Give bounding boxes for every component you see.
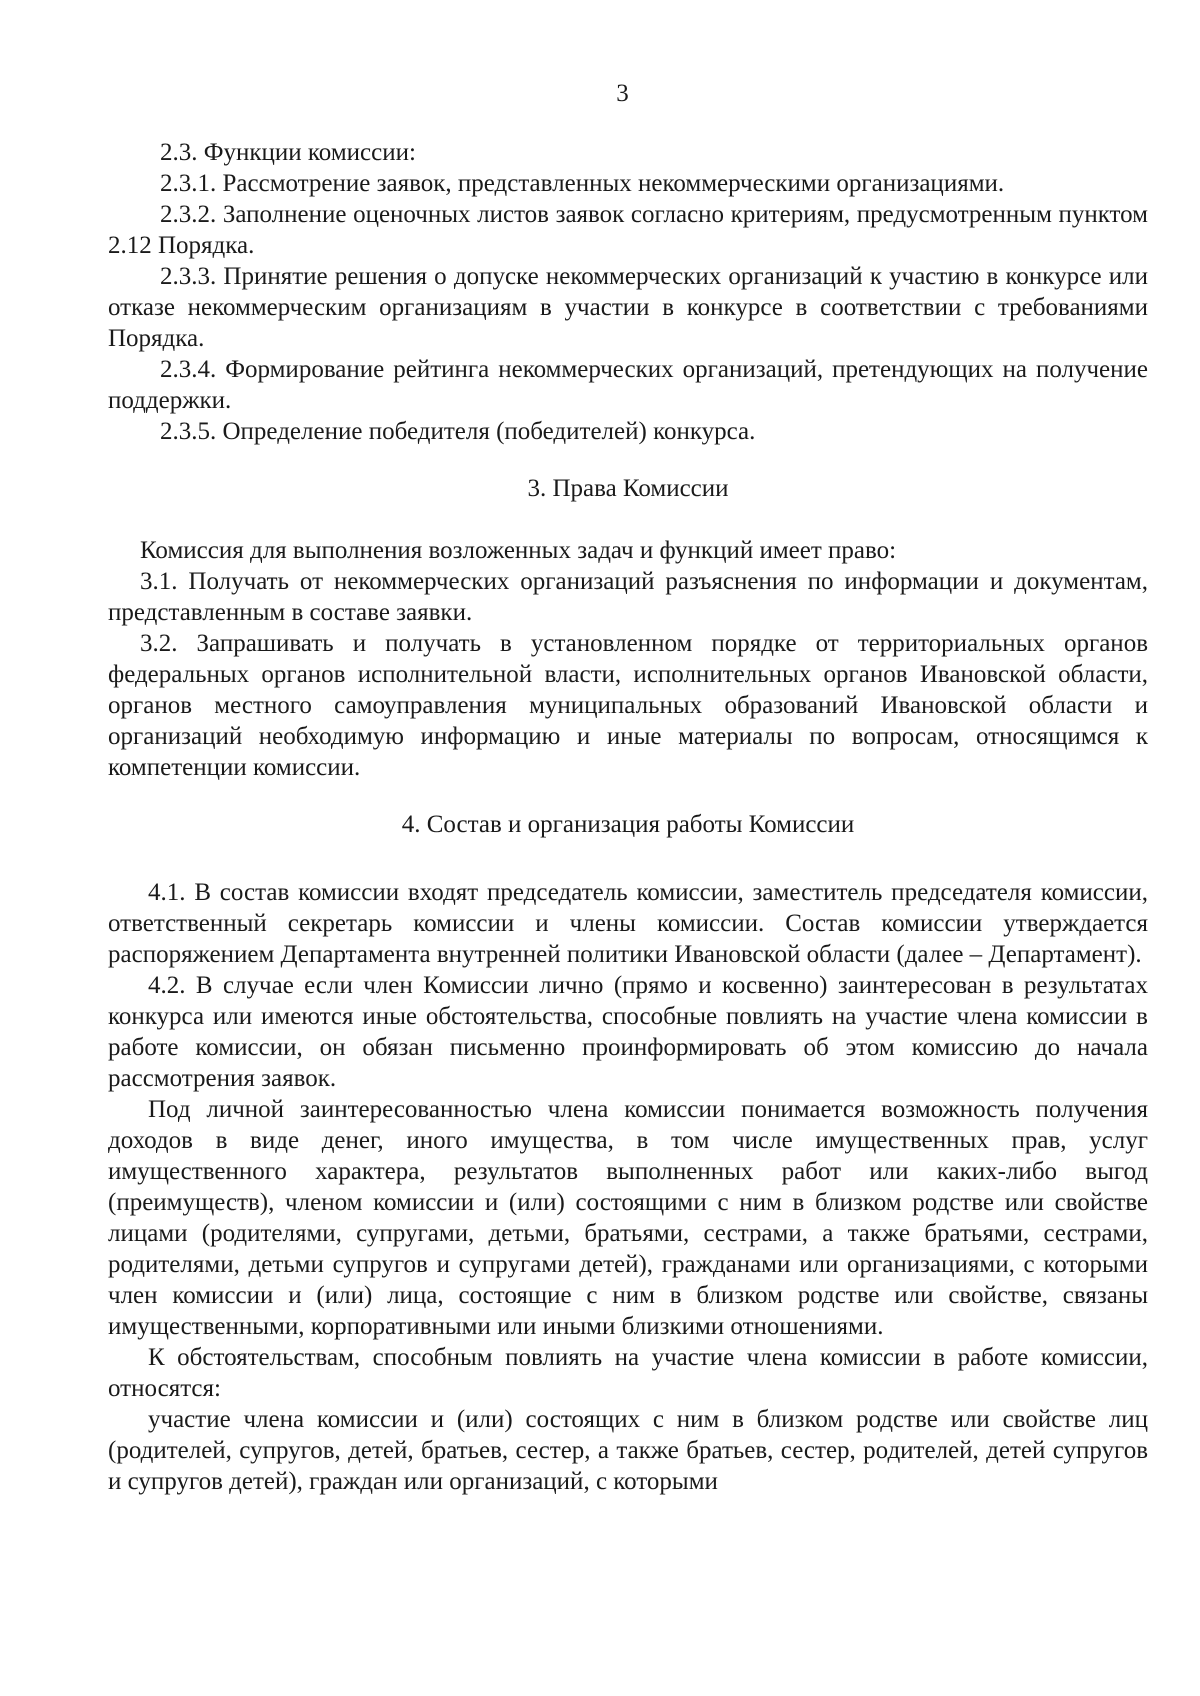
- paragraph-2-3-5: 2.3.5. Определение победителя (победителей) конкурса.: [160, 418, 756, 445]
- section-3-heading: 3. Права Комиссии: [527, 475, 729, 502]
- paragraph-2-3-3: 2.3.3. Принятие решения о допуске некоммерческих организаций к участию в конкурсе или отказе некоммерческим организациям в участии в конкурсе в соответствии с требованиями Порядка.: [108, 263, 1148, 352]
- paragraph-4-1: 4.1. В состав комиссии входят председатель комиссии, заместитель председателя комиссии, ответственный секретарь комиссии и члены комиссии. Состав комиссии утверждается распоряжением Департамента внутренней политики Ивановской области (далее – Департамент).: [108, 879, 1148, 968]
- section-3-intro: Комиссия для выполнения возложенных задач и функций имеет право:: [140, 537, 897, 564]
- document-body: [108, 137, 1148, 1497]
- paragraph-participation: участие члена комиссии и (или) состоящих с ним в близком родстве или свойстве лиц (родителей, супругов, детей, братьев, сестер, а также братьев, сестер, родителей, детей супругов и супругов детей), граждан или организаций, с которыми: [108, 1406, 1148, 1495]
- paragraph-2-3-1: 2.3.1. Рассмотрение заявок, представленных некоммерческими организациями.: [160, 170, 1005, 197]
- paragraph-circumstances: К обстоятельствам, способным повлиять на участие члена комиссии в работе комиссии, относятся:: [108, 1344, 1148, 1402]
- paragraph-3-1: 3.1. Получать от некоммерческих организаций разъяснения по информации и документам, представленным в составе заявки.: [108, 568, 1148, 626]
- paragraph-3-2: 3.2. Запрашивать и получать в установленном порядке от территориальных органов федеральных органов исполнительной власти, исполнительных органов Ивановской области, органов местного самоуправления муниципальных образований Ивановской области и организаций необходимую информацию и иные материалы по вопросам, относящимся к компетенции комиссии.: [108, 630, 1148, 781]
- page-number: 3: [616, 80, 629, 107]
- paragraph-2-3-4: 2.3.4. Формирование рейтинга некоммерческих организаций, претендующих на получение поддержки.: [108, 356, 1148, 414]
- paragraph-4-2: 4.2. В случае если член Комиссии лично (прямо и косвенно) заинтересован в результатах конкурса или имеются иные обстоятельства, способные повлиять на участие члена комиссии в работе комиссии, он обязан письменно проинформировать об этом комиссию до начала рассмотрения заявок.: [108, 972, 1148, 1092]
- section-4-heading: 4. Состав и организация работы Комиссии: [401, 811, 855, 838]
- paragraph-2-3-2: 2.3.2. Заполнение оценочных листов заявок согласно критериям, предусмотренным пунктом 2.12 Порядка.: [108, 201, 1148, 259]
- paragraph-personal-interest: Под личной заинтересованностью члена комиссии понимается возможность получения доходов в виде денег, иного имущества, в том числе имущественных прав, услуг имущественного характера, результатов выполненных работ или каких-либо выгод (преимуществ), членом комиссии и (или) состоящими с ним в близком родстве или свойстве лицами (родителями, супругами, детьми, братьями, сестрами, а также братьями, сестрами, родителями, детьми супругов и супругами детей), гражданами или организациями, с которыми член комиссии и (или) лица, состоящие с ним в близком родстве или свойстве, связаны имущественными, корпоративными или иными близкими отношениями.: [108, 1096, 1148, 1340]
- paragraph-2-3: 2.3. Функции комиссии:: [160, 139, 416, 166]
